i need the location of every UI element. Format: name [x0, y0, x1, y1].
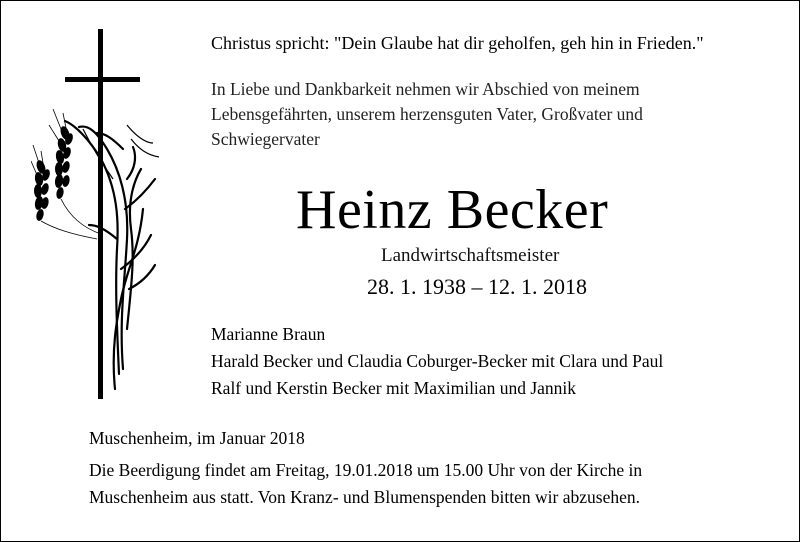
life-dates: 28. 1. 1938 – 12. 1. 2018	[367, 274, 587, 299]
deceased-profession: Landwirtschaftsmeister	[381, 245, 560, 266]
funeral-line: Die Beerdigung findet am Freitag, 19.01.2018 um 15.00 Uhr von der Kirche in	[89, 460, 643, 480]
place-and-date: Muschenheim, im Januar 2018	[89, 428, 305, 448]
funeral-line: Muschenheim aus statt. Von Kranz- und Blumenspenden bitten wir abzusehen.	[89, 487, 640, 507]
intro-line: Lebensgefährten, unserem herzensguten Vater, Großvater und	[211, 104, 643, 124]
intro-line: In Liebe und Dankbarkeit nehmen wir Abschied von meinem	[211, 79, 640, 99]
funeral-info	[89, 457, 769, 511]
mourners-list	[211, 321, 663, 402]
intro-text	[211, 77, 731, 152]
intro-line: Schwiegervater	[211, 129, 320, 149]
mourner-line: Harald Becker und Claudia Coburger-Becker mit Clara und Paul	[211, 351, 664, 371]
bible-quote: Christus spricht: "Dein Glaube hat dir geholfen, geh hin in Frieden."	[211, 33, 704, 53]
deceased-name: Heinz Becker	[296, 179, 609, 241]
cross-with-wheat-icon	[31, 29, 161, 401]
mourner-line: Marianne Braun	[211, 324, 326, 344]
mourner-line: Ralf und Kerstin Becker mit Maximilian und Jannik	[211, 378, 577, 398]
